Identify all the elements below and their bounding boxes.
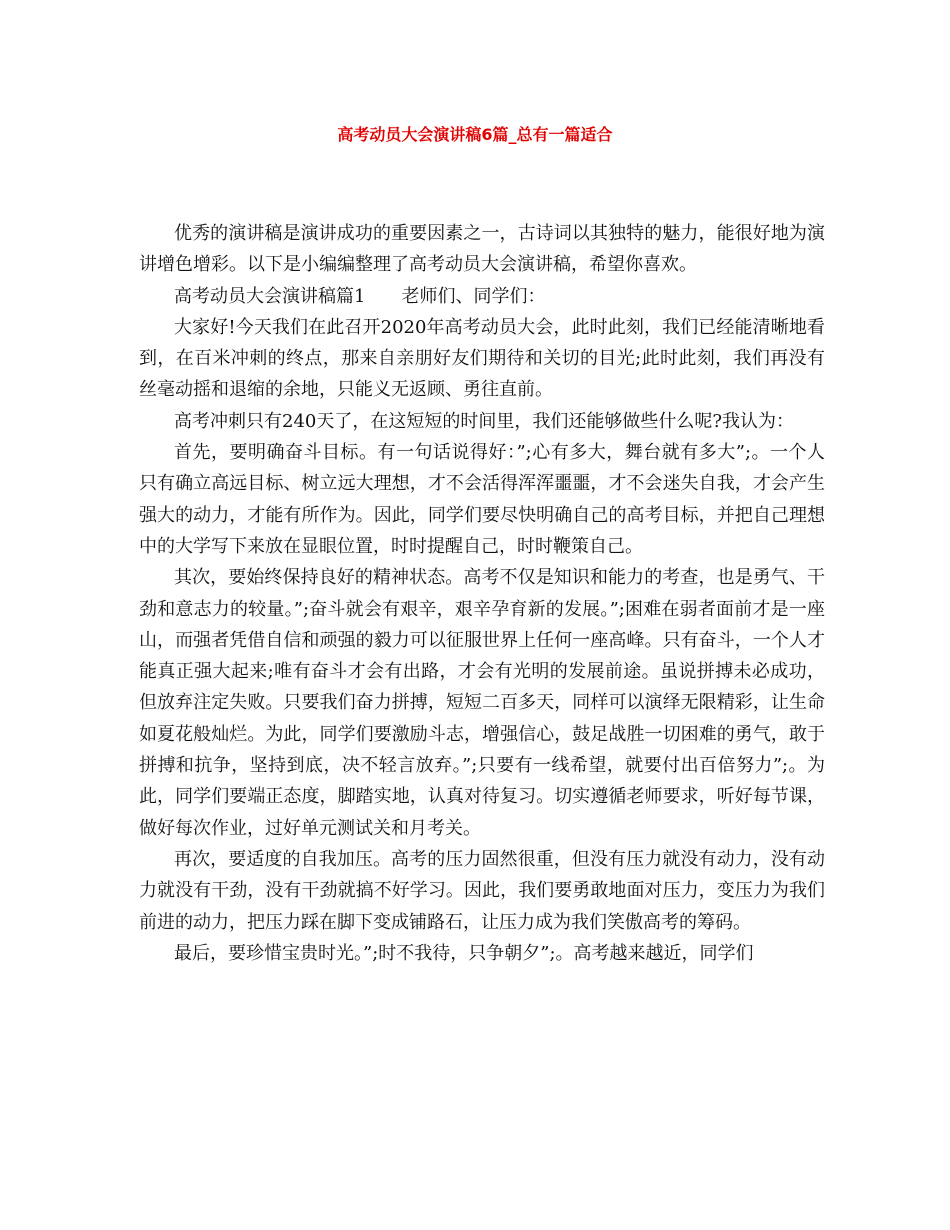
paragraph-question: 高考冲刺只有240天了，在这短短的时间里，我们还能够做些什么呢?我认为：: [174, 410, 795, 432]
paragraph-last: 最后，要珍惜宝贵时光。”;时不我待，只争朝夕”;。高考越来越近，同学们: [174, 942, 754, 964]
paragraph-intro: 优秀的演讲稿是演讲成功的重要因素之一，古诗词以其独特的魅力，能很好地为演讲增色增彩。以下是小编编整理了高考动员大会演讲稿，希望你喜欢。: [139, 223, 825, 276]
paragraph-second: 其次，要始终保持良好的精神状态。高考不仅是知识和能力的考查，也是勇气、干劲和意志力的较量。”;奋斗就会有艰辛，艰辛孕育新的发展。”;困难在弱者面前才是一座山，而强者凭借自信和顽强的毅力可以征服世界上任何一座高峰。只有奋斗，一个人才能真正强大起来;唯有奋斗才会有出路，才会有光明的发展前途。虽说拼搏未必成功，但放弃注定失败。只要我们奋力拼搏，短短二百多天，同样可以演绎无限精彩，让生命如夏花般灿烂。为此，同学们要激励斗志，增强信心，鼓足战胜一切困难的勇气，敢于拼搏和抗争，坚持到底，决不轻言放弃。”;只要有一线希望，就要付出百倍努力”;。为此，同学们要端正态度，脚踏实地，认真对待复习。切实遵循老师要求，听好每节课，做好每次作业，过好单元测试关和月考关。: [139, 567, 825, 839]
paragraph-greeting: 大家好!今天我们在此召开2020年高考动员大会，此时此刻，我们已经能清晰地看到，在百米冲刺的终点，那来自亲朋好友们期待和关切的目光;此时此刻，我们再没有丝毫动摇和退缩的余地，只能义无返顾、勇往直前。: [139, 316, 825, 401]
document-body: [139, 218, 825, 969]
paragraph-third: 再次，要适度的自我加压。高考的压力固然很重，但没有压力就没有动力，没有动力就没有干劲，没有干劲就搞不好学习。因此，我们要勇敢地面对压力，变压力为我们前进的动力，把压力踩在脚下变成铺路石，让压力成为我们笑傲高考的筹码。: [139, 848, 825, 933]
paragraph-first: 首先，要明确奋斗目标。有一句话说得好：”;心有多大，舞台就有多大”;。一个人只有确立高远目标、树立远大理想，才不会活得浑浑噩噩，才不会迷失自我，才会产生强大的动力，才能有所作为。因此，同学们要尽快明确自己的高考目标，并把自己理想中的大学写下来放在显眼位置，时时提醒自己，时时鞭策自己。: [139, 442, 825, 557]
paragraph-heading-salutation: 高考动员大会演讲稿篇1 老师们、同学们：: [174, 285, 546, 307]
document-title: 高考动员大会演讲稿6篇_总有一篇适合: [337, 125, 613, 144]
